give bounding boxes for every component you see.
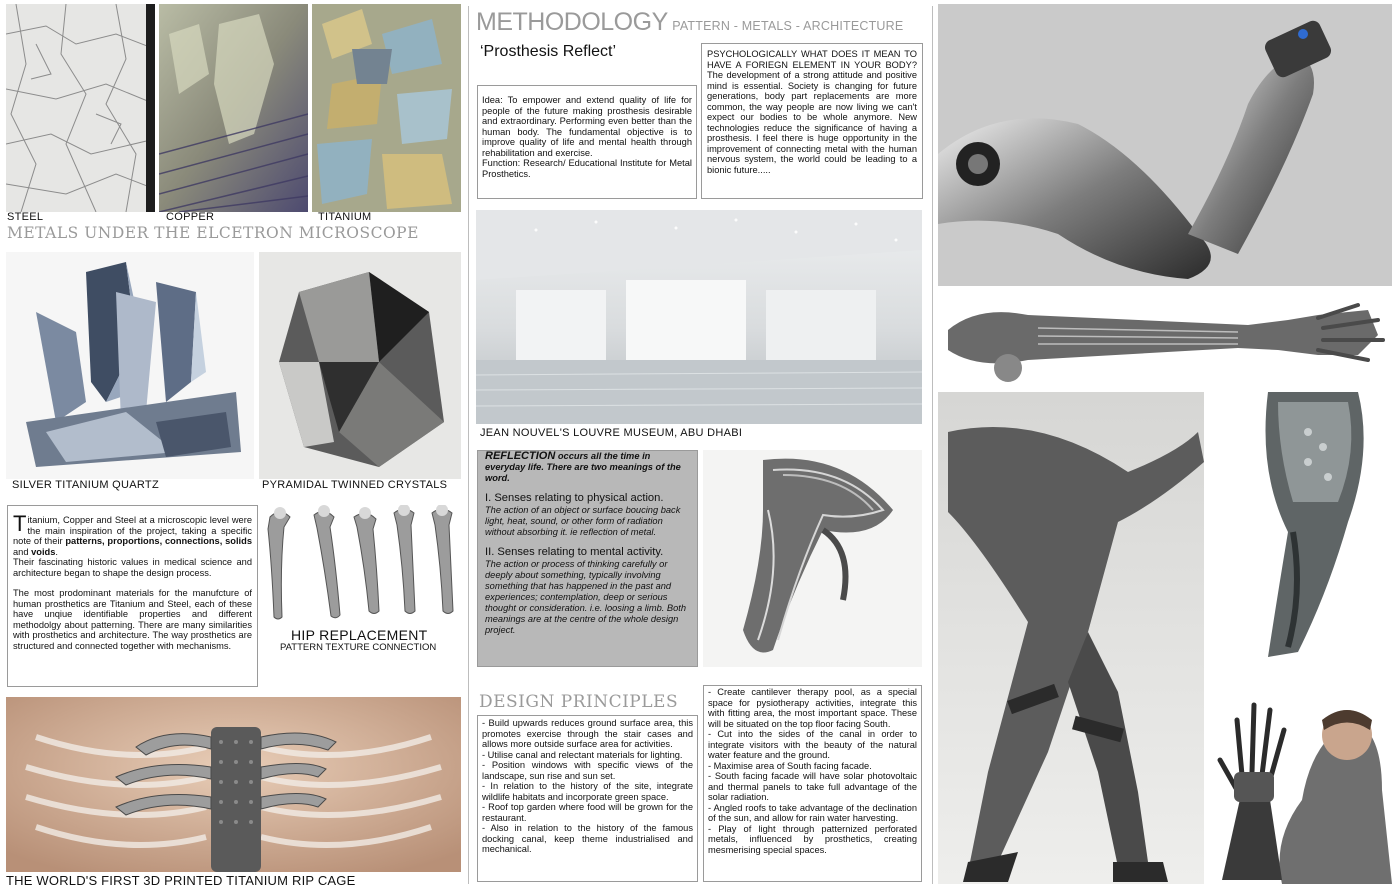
reflection-sense-2-body: The action or process of thinking carefully or deeply about something, typically involving something that has happened in the past and experiences; contemplation, deep or serious [485,559,672,602]
pyramidal-twinned-crystals-image [259,252,461,479]
design-principles-heading: DESIGN PRINCIPLES [479,692,679,712]
hip-replacement-image [262,505,461,625]
principle-item: - Utilise canal and relectant materials for lighting. [482,749,683,760]
prosthetic-legs-image [938,392,1204,884]
design-principles-col-2 [703,685,922,882]
psych-box [701,43,923,199]
titanium-microscope-image [312,4,461,212]
robotic-arm-image [938,4,1392,286]
design-principles-col-1 [477,715,698,882]
reflection-sense-1-heading: I. Senses relating to physical action. [485,492,664,504]
quartz-label: SILVER TITANIUM QUARTZ [12,479,159,491]
methodology-subtitle: PATTERN - METALS - ARCHITECTURE [672,19,904,33]
principle-item: - Create cantilever therapy pool, as a special space for pysiotherapy activities, integrate this with fitting area, the most important space. These will be situated on the top floor facing South. [708,687,917,729]
titanium-rib-cage-image [6,697,461,872]
prosthetic-leg-closeup-image [1208,392,1392,664]
idea-box [477,85,697,199]
pyramidal-label: PYRAMIDAL TWINNED CRYSTALS [262,479,448,491]
project-title: ‘Prosthesis Reflect’ [480,43,617,60]
hip-replacement-title: HIP REPLACEMENT [291,627,428,643]
prosthetic-arm-side-image [938,290,1392,386]
principle-item: - Build upwards reduces ground surface area, this promotes exercise through the stair cases and allows more outside surface area for activities. [482,718,693,749]
copper-label: COPPER [166,211,215,223]
intro-paragraph-1: Titanium, Copper and Steel at a microscopic level were the main inspiration of the project, taking a specific note of their patterns, proportions, connections, solids and voids. [13,511,252,557]
column-divider-left [468,6,469,884]
intro-paragraph-3: The most prodominant materials for the manufcture of human prosthetics are Titanium and Steel, each of these have unqiue identifiable properties and different methodolgy about patterning. There are many similarities with prosthetics and architecture. The way prosthetics are structured and connected together with mechanisms. [13,588,252,651]
copper-microscope-image [159,4,308,212]
methodology-title [476,8,903,37]
titanium-label: TITANIUM [318,211,372,223]
reflection-intro: REFLECTION occurs all the time in everyday life. There are two meanings of the word. [485,450,681,483]
reflective-sculpture-image [703,450,922,667]
rib-cage-caption: THE WORLD'S FIRST 3D PRINTED TITANIUM RIP CAGE [6,873,356,888]
column-divider-right [932,6,933,884]
principle-item: - Also in relation to the history of the famous docking canal, keep theme industrialised and mechanical. [482,823,693,854]
steel-microscope-image [6,4,155,212]
principle-item: - South facing facade will have solar photovoltaic and thermal panels to take full advantage of the solar radiation. [708,771,917,802]
drop-cap: T [13,511,27,536]
steel-label: STEEL [7,211,44,223]
principle-item: - Roof top garden where food will be grown for the restaurant. [482,802,693,823]
reflection-sense-2-heading: II. Senses relating to mental activity. [485,546,664,558]
silver-titanium-quartz-image [6,252,254,479]
idea-text: Idea: To empower and extend quality of life for people of the future making prosthesis desirable and extraordinary. Performing even better than the human body. The fundamental objective is to improve quality of life and mental health through rehabilitation and exercise. [482,95,692,158]
principle-item: - Play of light through patternized perforated metals, influenced by prosthetics, creating mesmerising special spaces. [708,823,917,855]
principle-item: - Position windows with specific views of the landscape, sun rise and sun set. [482,760,693,781]
louvre-museum-image [476,210,922,424]
principle-item: - Angled roofs to take advantage of the declination of the sun, and allow for rain water harvesting. [708,802,917,823]
psych-text: PSYCHOLOGICALLY WHAT DOES IT MEAN TO HAVE A FORIEGN ELEMENT IN YOUR BODY? The development of a strong attitude and positive mind is essential. Society is changing for future generations, body part replacements are more common, the way people are now living we can't expect our bodies to be whole anymore. New technologies reduce the significance of having a prosthesis. I feel there is huge opportunity in the improvement of connecting metal with the human nervous system, the world could be leading to a bionic future..... [707,49,917,175]
methodology-title-main: METHODOLOGY [476,8,668,36]
louvre-caption: JEAN NOUVEL'S LOUVRE MUSEUM, ABU DHABI [480,427,743,439]
function-text: Function: Research/ Educational Institute for Metal Prosthetics. [482,158,692,179]
principle-item: - Cut into the sides of the canal in order to integrate visitors with the beauty of the natural water feature and the ground. [708,729,917,760]
reflection-sense-1-body: The action of an object or surface boucing back light, heat, sound, or other form of radiation without absorbing it. ie reflection of metal. [485,505,681,537]
metals-heading: METALS UNDER THE ELCETRON MICROSCOPE [7,224,419,242]
principle-item: - In relation to the history of the site, integrate wildlife habitats and incorporate green space. [482,781,693,802]
reflection-sense-2-body-cont: thought or consideration. i.e. loosing a limb. Both meanings are at the centre of the whole design project. [485,603,687,635]
intro-paragraph-2: Their fascinating historic values in medical science and architecture began to shape the design process. [13,557,252,578]
reflection-box [477,450,698,667]
intro-text-box [7,505,258,687]
hip-replacement-subtitle: PATTERN TEXTURE CONNECTION [280,642,437,653]
principle-item: - Maximise area of South facing facade. [708,760,872,771]
bionic-hand-man-image [1212,680,1392,884]
